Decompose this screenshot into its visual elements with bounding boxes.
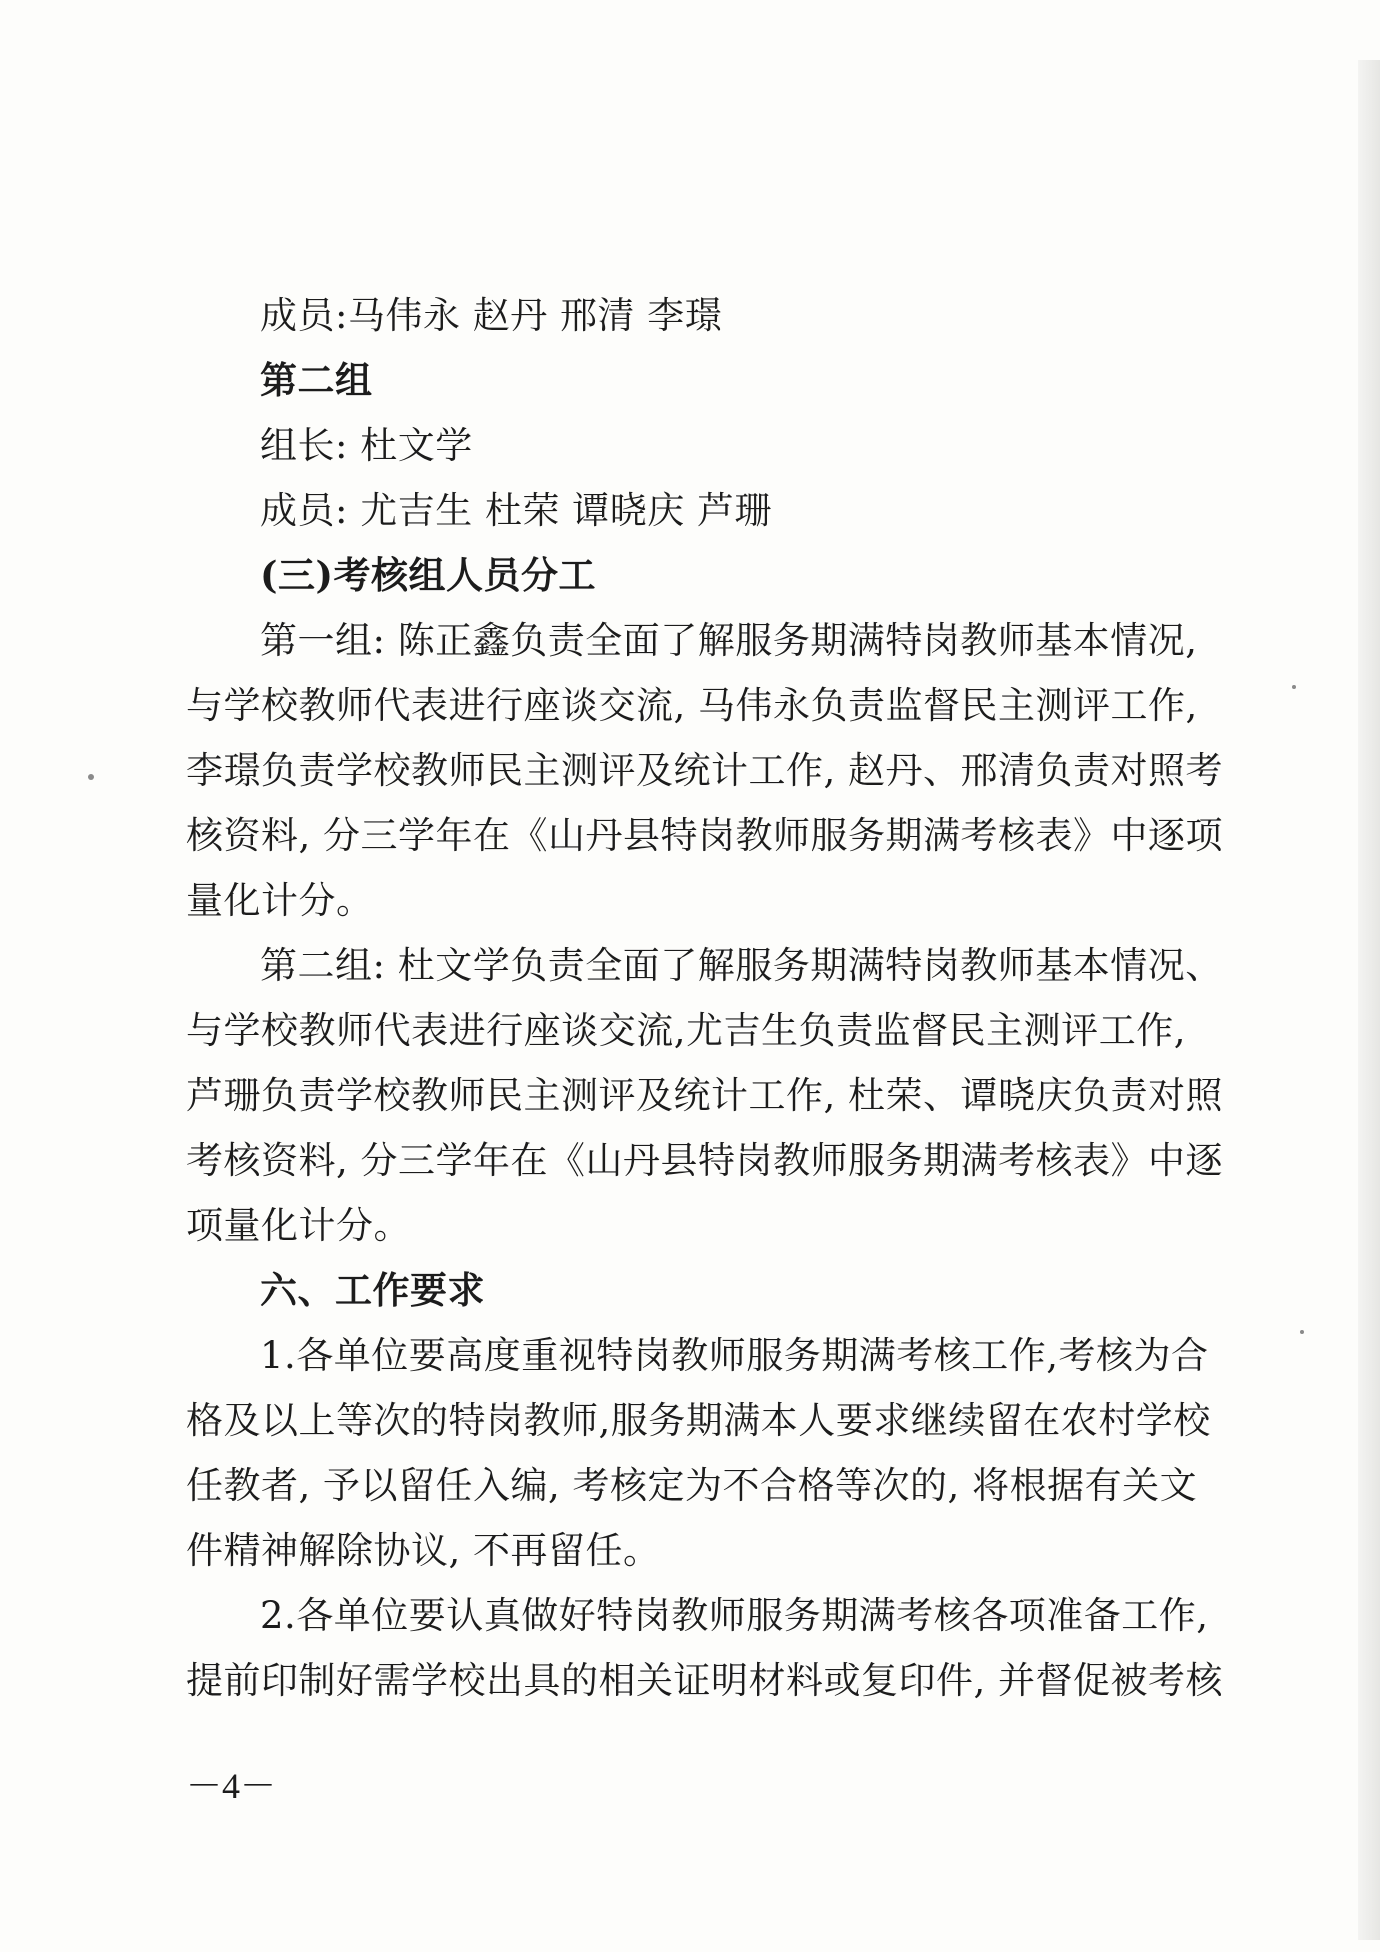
group2-leader: 组长: 杜文学	[260, 424, 473, 467]
document-body	[186, 283, 1224, 1713]
paragraph-line: 1.各单位要高度重视特岗教师服务期满考核工作,考核为合	[260, 1334, 1209, 1377]
section6-heading: 六、工作要求	[260, 1268, 485, 1312]
paragraph-line: 核资料, 分三学年在《山丹县特岗教师服务期满考核表》中逐项	[186, 814, 1224, 857]
paragraph-line: 量化计分。	[186, 879, 374, 922]
scan-edge-shadow	[1358, 60, 1380, 1940]
paragraph-line: 李璟负责学校教师民主测评及统计工作, 赵丹、邢清负责对照考	[186, 749, 1224, 792]
paragraph-line: 与学校教师代表进行座谈交流,尤吉生负责监督民主测评工作,	[186, 1009, 1186, 1052]
paragraph-line: 件精神解除协议, 不再留任。	[186, 1529, 661, 1572]
section3-heading: (三)考核组人员分工	[260, 553, 597, 597]
scan-speck	[1300, 1330, 1304, 1334]
group2-heading: 第二组	[260, 358, 373, 402]
scan-speck	[88, 774, 94, 780]
paragraph-line: 项量化计分。	[186, 1204, 411, 1247]
group2-members: 成员: 尤吉生 杜荣 谭晓庆 芦珊	[260, 489, 773, 532]
paragraph-line: 任教者, 予以留任入编, 考核定为不合格等次的, 将根据有关文	[186, 1464, 1198, 1507]
page-number: －4－	[186, 1766, 277, 1806]
requirement1-paragraph	[186, 1323, 1211, 1583]
scan-speck	[1292, 685, 1296, 689]
paragraph-line: 提前印制好需学校出具的相关证明材料或复印件, 并督促被考核	[186, 1659, 1224, 1702]
paragraph-line: 与学校教师代表进行座谈交流, 马伟永负责监督民主测评工作,	[186, 684, 1198, 727]
group1-members: 成员:马伟永 赵丹 邢清 李璟	[260, 294, 723, 337]
requirement2-paragraph	[186, 1583, 1224, 1713]
paragraph-line: 第二组: 杜文学负责全面了解服务期满特岗教师基本情况、	[260, 944, 1223, 987]
paragraph-line: 第一组: 陈正鑫负责全面了解服务期满特岗教师基本情况,	[260, 619, 1198, 662]
paragraph-line: 考核资料, 分三学年在《山丹县特岗教师服务期满考核表》中逐	[186, 1139, 1224, 1182]
paragraph-line: 格及以上等次的特岗教师,服务期满本人要求继续留在农村学校	[186, 1399, 1211, 1442]
group1-duty-paragraph	[186, 608, 1224, 933]
paragraph-line: 芦珊负责学校教师民主测评及统计工作, 杜荣、谭晓庆负责对照	[186, 1074, 1224, 1117]
group2-duty-paragraph	[186, 933, 1224, 1258]
paragraph-line: 2.各单位要认真做好特岗教师服务期满考核各项准备工作,	[260, 1594, 1209, 1637]
